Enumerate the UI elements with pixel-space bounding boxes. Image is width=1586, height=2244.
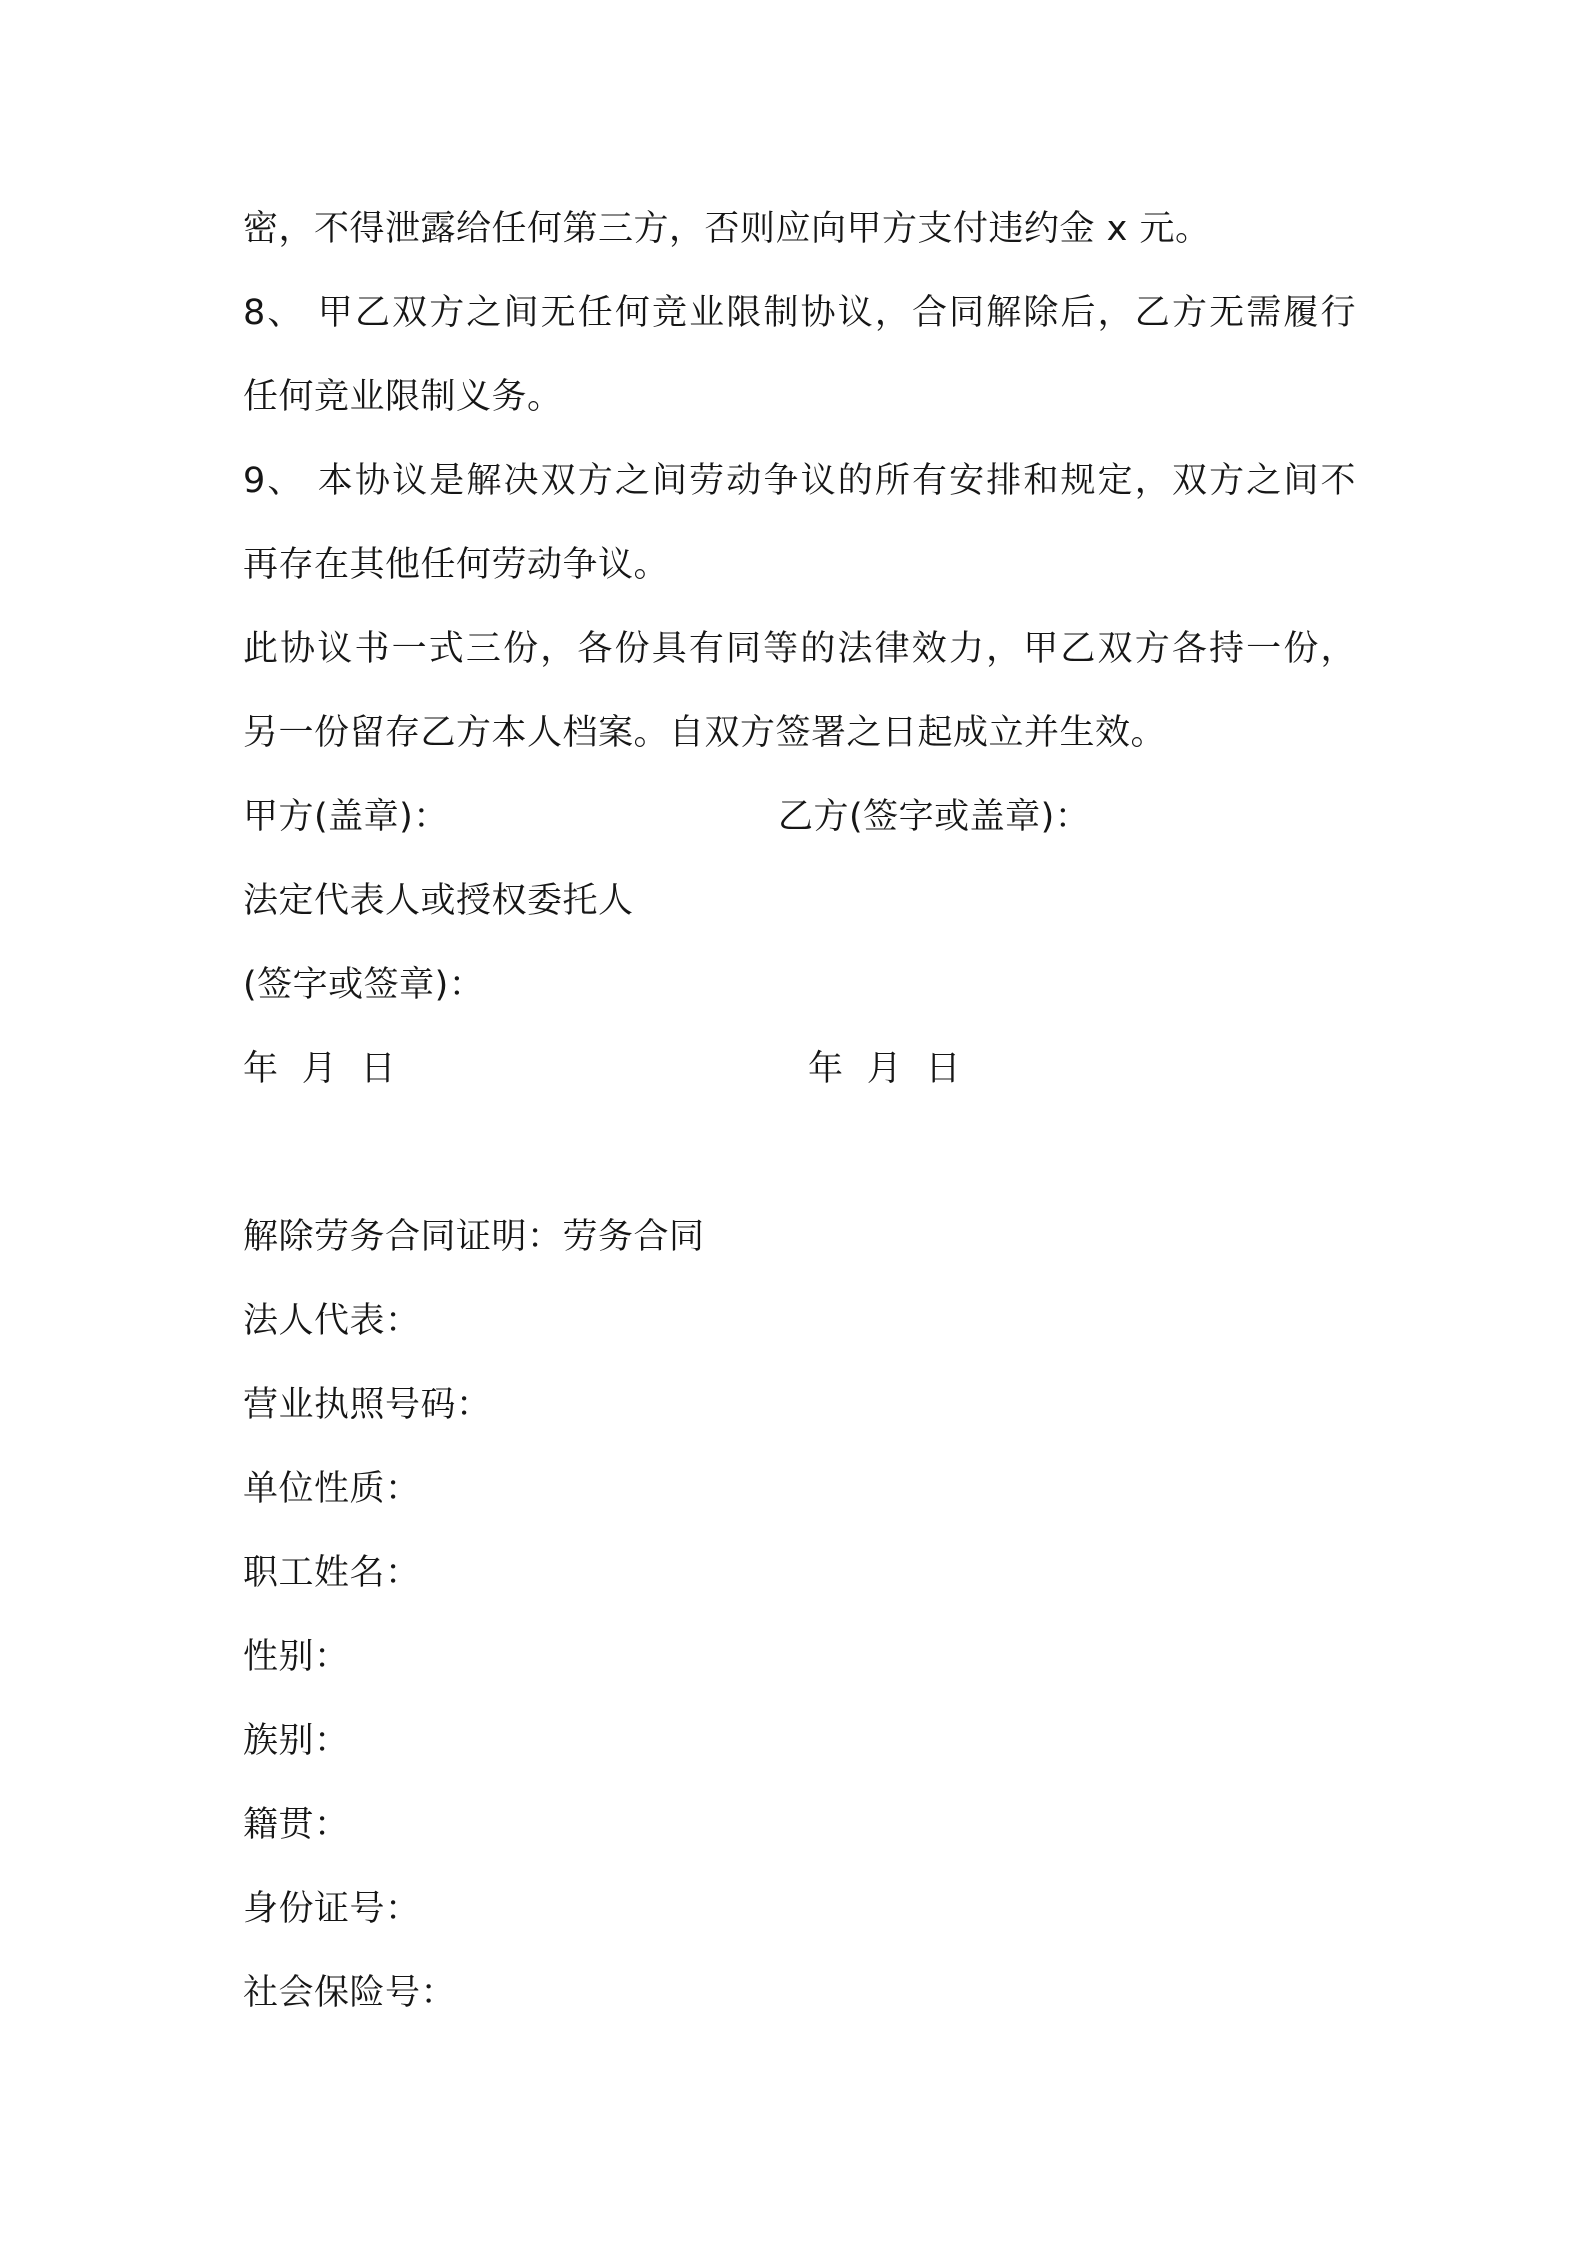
clause-9-line-1: 9、 本协议是解决双方之间劳动争议的所有安排和规定，双方之间不 [243, 461, 1356, 501]
field-social-insurance-number: 社会保险号： [243, 1973, 457, 2013]
sign-or-seal-label: (签字或签章)： [243, 965, 485, 1005]
party-a-seal-label: 甲方(盖章)： [243, 797, 449, 837]
clause-7-tail: 密，不得泄露给任何第三方，否则应向甲方支付违约金 x 元。 [243, 209, 1211, 249]
party-b-sign-label: 乙方(签字或盖章)： [778, 797, 1091, 837]
field-id-number: 身份证号： [243, 1889, 421, 1929]
clause-8-line-2: 任何竞业限制义务。 [243, 377, 563, 417]
copies-line-2: 另一份留存乙方本人档案。自双方签署之日起成立并生效。 [243, 713, 1167, 753]
legal-representative-label: 法定代表人或授权委托人 [243, 881, 634, 921]
field-unit-nature: 单位性质： [243, 1469, 421, 1509]
field-business-license-number: 营业执照号码： [243, 1385, 492, 1425]
field-ethnicity: 族别： [243, 1721, 350, 1761]
clause-9-line-2: 再存在其他任何劳动争议。 [243, 545, 670, 585]
field-native-place: 籍贯： [243, 1805, 350, 1845]
certificate-title: 解除劳务合同证明：劳务合同 [243, 1217, 705, 1257]
copies-line-1: 此协议书一式三份，各份具有同等的法律效力，甲乙双方各持一份， [243, 629, 1356, 669]
field-employee-name: 职工姓名： [243, 1553, 421, 1593]
field-legal-person: 法人代表： [243, 1301, 421, 1341]
clause-8-line-1: 8、 甲乙双方之间无任何竞业限制协议，合同解除后，乙方无需履行 [243, 293, 1356, 333]
party-a-date: 年 月 日 [243, 1049, 397, 1089]
party-b-date: 年 月 日 [808, 1049, 962, 1089]
field-gender: 性别： [243, 1637, 350, 1677]
